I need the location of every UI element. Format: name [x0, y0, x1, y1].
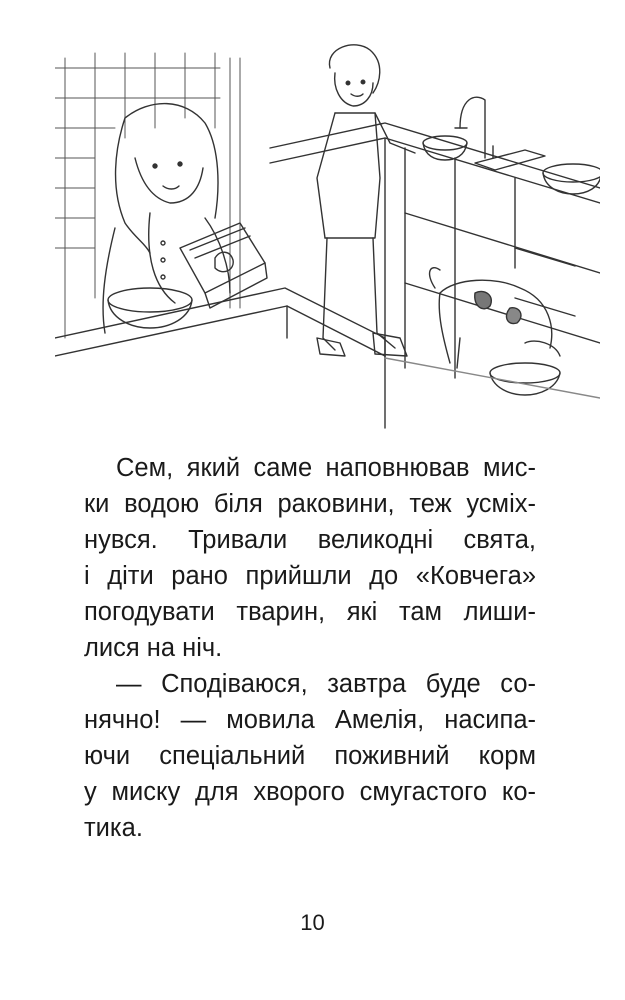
text-line: лися на ніч.: [84, 634, 223, 662]
text-line: ки водою біля раковини, теж усміх-: [84, 490, 536, 518]
girl-figure: [103, 104, 230, 333]
paragraph-1: [84, 450, 536, 666]
text-line: тика.: [84, 814, 143, 842]
text-line: і діти рано прийшли до «Ковчега»: [84, 562, 536, 590]
text-line: ючи спеціальний поживний корм: [84, 742, 536, 770]
puppy-figure: [430, 268, 560, 368]
faucet: [455, 97, 493, 158]
text-line: — Сподіваюся, завтра буде со-: [116, 670, 536, 698]
bowl-left: [108, 288, 192, 328]
text-line: Сем, який саме наповнював мис-: [116, 454, 536, 482]
front-counter: [55, 288, 385, 428]
text-line: погодувати тварин, які там лиши-: [84, 598, 536, 626]
text-line: нячно! — мовила Амелія, насипа-: [84, 706, 536, 734]
window-grid: [55, 53, 240, 338]
boy-figure: [317, 45, 415, 356]
paragraph-2: [84, 666, 536, 846]
page-number: 10: [300, 910, 325, 935]
story-text: [84, 450, 536, 846]
text-line: у миску для хворого смугастого ко-: [84, 778, 536, 806]
text-line: нувся. Тривали великодні свята,: [84, 526, 536, 554]
kitchen-illustration: [55, 38, 600, 433]
back-counter: [270, 123, 600, 378]
